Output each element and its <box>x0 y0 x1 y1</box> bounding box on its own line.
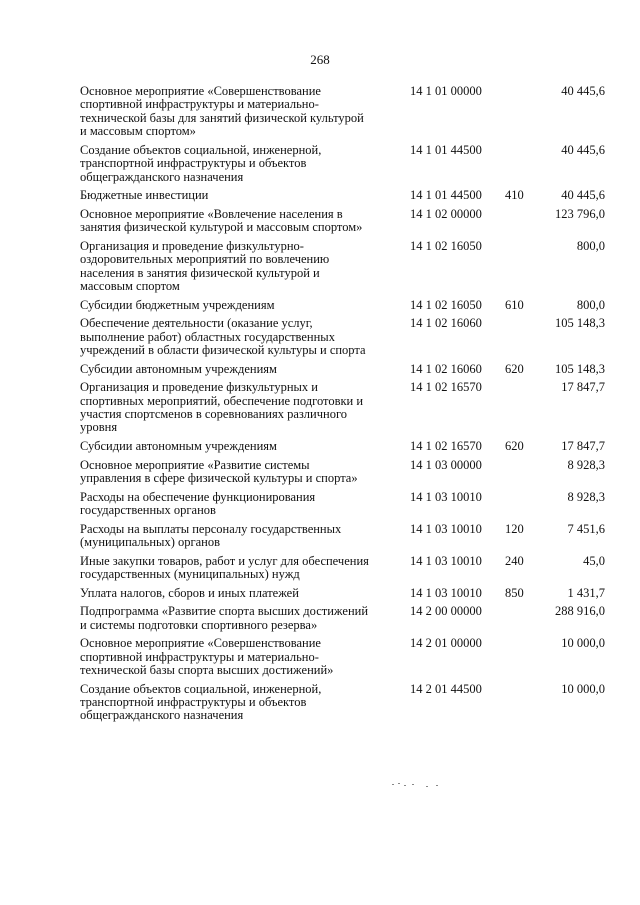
row-name: Организация и проведение физкультурных и спортивных мероприятий, обеспечение подготовки и участия спортсменов в соревнованиях различного уровня <box>80 380 364 435</box>
row-name: Создание объектов социальной, инженерной, транспортной инфраструктуры и объектов общегражданского назначения <box>80 681 322 723</box>
row-name: Расходы на обеспечение функционирования государственных органов <box>80 489 316 518</box>
row-expense-type: 620 <box>505 439 524 454</box>
row-amount: 8 928,3 <box>567 457 605 472</box>
table-row <box>80 240 605 294</box>
row-name: Основное мероприятие «Развитие системы управления в сфере физической культуры и спорта» <box>80 457 358 486</box>
row-expense-type: 410 <box>505 188 524 203</box>
table-row <box>80 381 605 435</box>
table-row <box>80 85 605 139</box>
table-row <box>80 189 605 202</box>
row-amount: 45,0 <box>583 553 605 568</box>
table-row <box>80 459 605 486</box>
row-amount: 800,0 <box>576 238 605 253</box>
table-row <box>80 523 605 550</box>
row-code: 14 1 03 00000 <box>410 457 482 472</box>
row-name: Бюджетные инвестиции <box>80 188 209 203</box>
row-amount: 7 451,6 <box>567 521 605 536</box>
row-name: Организация и проведение физкультурно-оздоровительных мероприятий по вовлечению населения в занятия физической культурой и массовым спортом <box>80 238 330 294</box>
row-amount: 288 916,0 <box>555 604 605 619</box>
row-name: Уплата налогов, сборов и иных платежей <box>80 585 299 600</box>
row-amount: 800,0 <box>576 297 605 312</box>
table-row <box>80 299 605 312</box>
row-amount: 105 148,3 <box>555 361 605 376</box>
table-row <box>80 440 605 453</box>
table-row <box>80 637 605 677</box>
row-amount: 8 928,3 <box>567 489 605 504</box>
table-row <box>80 144 605 184</box>
row-code: 14 1 02 16570 <box>410 439 482 454</box>
row-code: 14 2 00 00000 <box>410 604 482 619</box>
row-code: 14 1 02 16060 <box>410 316 482 331</box>
row-amount: 105 148,3 <box>555 316 605 331</box>
scan-artifact <box>392 782 440 790</box>
table-row <box>80 587 605 600</box>
row-amount: 10 000,0 <box>561 636 605 651</box>
row-expense-type: 120 <box>505 521 524 536</box>
row-expense-type: 620 <box>505 361 524 376</box>
row-name: Основное мероприятие «Совершенствование спортивной инфраструктуры и материально-технической базы спорта высших достижений» <box>80 636 334 678</box>
row-name: Подпрограмма «Развитие спорта высших достижений и системы подготовки спортивного резерва» <box>80 604 369 632</box>
table-row <box>80 491 605 518</box>
row-expense-type: 610 <box>505 297 524 312</box>
row-name: Иные закупки товаров, работ и услуг для обеспечения государственных (муниципальных) нужд <box>80 553 369 582</box>
row-name: Создание объектов социальной, инженерной, транспортной инфраструктуры и объектов общегражданского назначения <box>80 142 322 184</box>
row-code: 14 1 03 10010 <box>410 521 482 536</box>
row-amount: 40 445,6 <box>561 142 605 157</box>
row-amount: 40 445,6 <box>561 188 605 203</box>
row-code: 14 1 01 44500 <box>410 188 482 203</box>
row-expense-type: 240 <box>505 553 524 568</box>
row-code: 14 1 02 00000 <box>410 206 482 221</box>
row-code: 14 1 02 16060 <box>410 361 482 376</box>
table-row <box>80 605 605 632</box>
row-code: 14 2 01 44500 <box>410 681 482 696</box>
row-code: 14 2 01 00000 <box>410 636 482 651</box>
row-code: 14 1 02 16050 <box>410 297 482 312</box>
row-code: 14 1 02 16050 <box>410 238 482 253</box>
table-row <box>80 208 605 235</box>
row-name: Расходы на выплаты персоналу государственных (муниципальных) органов <box>80 521 342 550</box>
row-name: Субсидии автономным учреждениям <box>80 439 277 454</box>
row-amount: 17 847,7 <box>561 380 605 395</box>
row-name: Субсидии автономным учреждениям <box>80 361 277 376</box>
row-amount: 1 431,7 <box>567 585 605 600</box>
row-name: Основное мероприятие «Совершенствование спортивной инфраструктуры и материально-технической базы для занятий физической культурой и массовым спортом» <box>80 84 364 139</box>
row-code: 14 1 03 10010 <box>410 585 482 600</box>
table-row <box>80 363 605 376</box>
page-number: 268 <box>310 52 330 67</box>
table-row <box>80 317 605 357</box>
row-amount: 40 445,6 <box>561 84 605 98</box>
row-amount: 10 000,0 <box>561 681 605 696</box>
row-name: Основное мероприятие «Вовлечение населения в занятия физической культурой и массовым спортом» <box>80 206 363 235</box>
row-code: 14 1 03 10010 <box>410 489 482 504</box>
budget-table <box>80 85 605 728</box>
row-code: 14 1 01 44500 <box>410 142 482 157</box>
row-name: Субсидии бюджетным учреждениям <box>80 297 275 312</box>
row-amount: 123 796,0 <box>555 206 605 221</box>
row-name: Обеспечение деятельности (оказание услуг, выполнение работ) областных государственных учреждений в области физической культуры и спорта <box>80 316 366 358</box>
row-expense-type: 850 <box>505 585 524 600</box>
row-code: 14 1 01 00000 <box>410 84 482 98</box>
row-amount: 17 847,7 <box>561 439 605 454</box>
table-row <box>80 683 605 723</box>
row-code: 14 1 02 16570 <box>410 380 482 395</box>
row-code: 14 1 03 10010 <box>410 553 482 568</box>
table-row <box>80 555 605 582</box>
